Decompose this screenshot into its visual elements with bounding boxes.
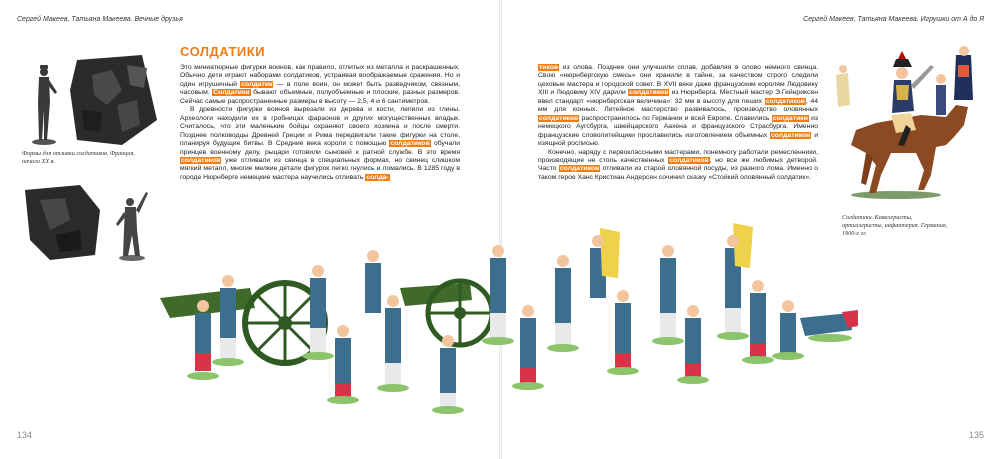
page-number-right: 135 [968, 430, 984, 440]
running-header-left: Сергей Макеев, Татьяна Макеева. Вечные друзья [17, 16, 183, 23]
text-run: , 44 мм для конных. Литейное мастерство развивалось, производство оловянных [538, 97, 819, 114]
keyword-highlight: солдатиков [765, 97, 805, 105]
text-run: обучали принцев военному делу, рыцари готовили сыновей к ратной службе. В это время [180, 140, 460, 156]
text-run: В древности фигурки воинов вырезали из дерева и кости, лепили из глины. Археологи находили их в гробницах фараонов и других могущественных владык. Считалось, что эти маленькие бойцы охраняют своего хозяина и после смерти. Позднее полководцы Древней Греции и Рима передвигали такие фигурки на столе, планируя будущие битвы. В Средние века короли с помощью [180, 106, 460, 148]
text-run: Конечно, наряду с первоклассными мастерами, понемногу работали ремесленники, производящие не столь качественных [538, 148, 818, 164]
soldiers-photo [160, 218, 860, 428]
mould-photo-top [22, 50, 162, 150]
keyword-highlight: солдатиков [539, 114, 579, 122]
text-run: из Нюрнберга. Местный мастер Э.Гейнриксен ввел стандарт «нюрнбергская величина»: 32 мм в высоту для пеших [538, 89, 818, 105]
keyword-highlight: тиков [539, 64, 559, 71]
keyword-highlight: Солдатики [213, 89, 250, 97]
keyword-highlight: солдатиков [669, 156, 709, 164]
paragraph [538, 64, 818, 149]
text-run: отливали из старой оловянной посуды, из разного лома. Именно о таком герое Ханс Кристиан Андерсен сочинил сказку «Стойкий оловянный солдатик». [538, 165, 818, 181]
text-run: — в поле воин, он может быть разведчиком, связным, часовым. [180, 80, 460, 97]
paragraph [180, 106, 460, 182]
keyword-highlight: солдатиков [771, 131, 811, 139]
keyword-highlight: солдатиков [390, 140, 430, 148]
page-number-left: 134 [17, 430, 33, 440]
section-title: СОЛДАТИКИ [180, 44, 266, 59]
keyword-highlight: солда- [366, 173, 389, 181]
paragraph [180, 64, 460, 106]
text-run: и изящной росписью. [538, 131, 819, 148]
text-run: уже отливали из свинца в специальных формах, но свинец слишком мягкий металл, многие мелкие детали фигурок легко гнулись и ломались. В 1285 году в городе Нюрнберге немецкие мастера научились отливать [180, 156, 460, 181]
body-text-right [538, 64, 818, 182]
caption-forms: Формы для отливки солдатиков. Франция, начало XX в. [22, 150, 135, 165]
keyword-highlight: солдатиков [629, 89, 669, 97]
text-run: распространилось по Германии и всей Европе. Славились [579, 114, 772, 122]
text-run: из немецкого Аугсбурга, швейцарского Аахена и французского Страсбурга. Именно французские словолитейщики прославились изготовлением объемных [538, 114, 818, 139]
keyword-highlight: солдатиков [559, 165, 600, 173]
mould-photo-bottom [20, 180, 150, 265]
body-text-left [180, 64, 460, 182]
keyword-highlight: солдатиков [181, 156, 221, 164]
running-header-right: Сергей Макеев, Татьяна Макеева. Игрушки от А до Я [803, 16, 984, 23]
cavalry-photo [836, 45, 986, 200]
paragraph [538, 149, 818, 183]
text-run: Это миниатюрные фигурки воинов, как правило, отлитых из металла и раскрашенных. Обычно дети играют наборами солдатиков, устраивая воображаемые сражения. Но и один игрушечный [180, 64, 460, 88]
text-run: из олова. Позднее они улучшили сплав, добавляя в олово немного свинца. Свою «нюрнбергскую смесь» они хранили в тайне, за качеством строго следили цеховые мастера и городской совет. В XVII веке даже французским королям Людовику XIII и Людовику XIV дарили [538, 64, 818, 97]
keyword-highlight: солдатик [241, 80, 273, 88]
keyword-highlight: солдатики [772, 114, 808, 122]
text-run: , но все же любимых детворой. Часто [538, 156, 818, 173]
caption-cavalry: Солдатики. Кавалеристы, артиллеристы, инфантерия. Германия, 1900-е гг. [842, 214, 948, 237]
text-run: бывают объемные, полуобъемные и плоские, разных размеров. Сейчас самые распространенные размеры в высоту — 2,5, 4 и 6 сантиметров. [180, 89, 460, 105]
